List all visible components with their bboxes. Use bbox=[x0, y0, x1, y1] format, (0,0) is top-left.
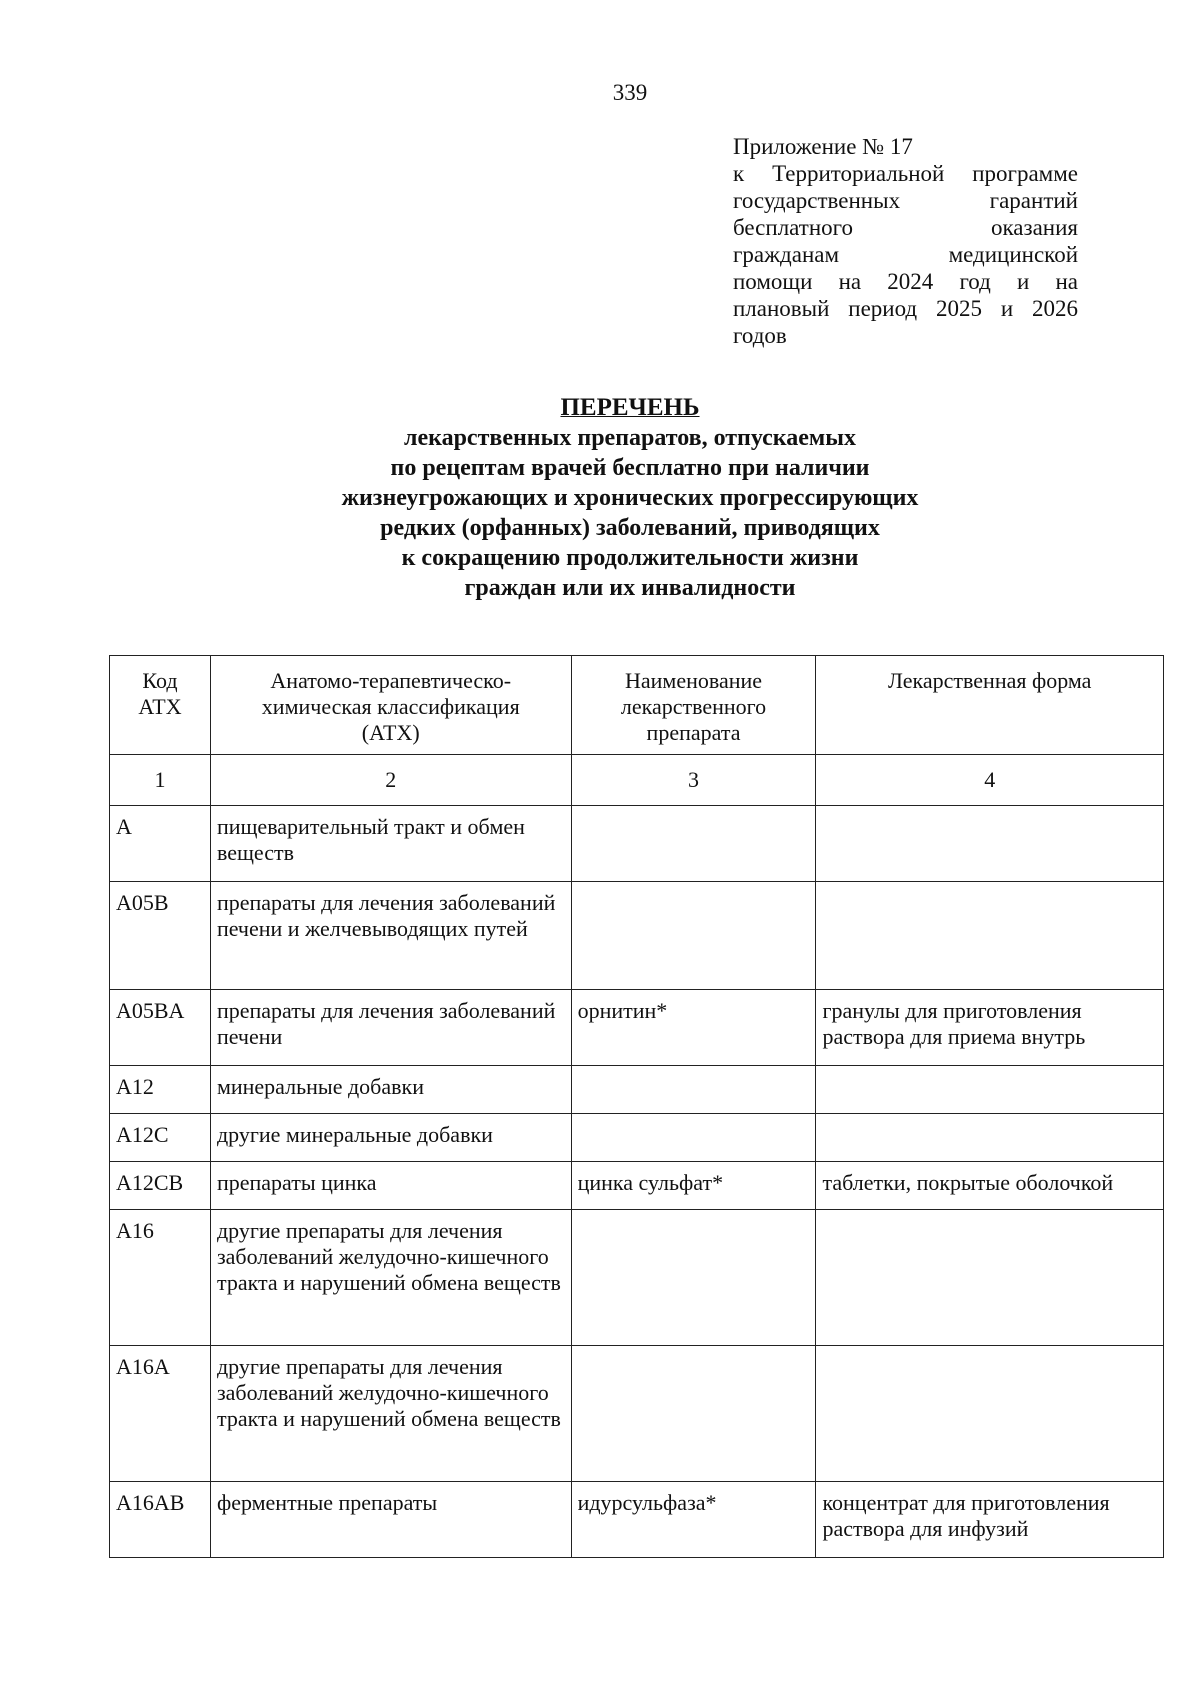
atx-code-cell: A05BA bbox=[110, 990, 211, 1066]
dosage-form-cell bbox=[816, 1346, 1164, 1482]
table-row bbox=[110, 1114, 1164, 1162]
document-subtitle-line: жизнеугрожающих и хронических прогрессирующих bbox=[341, 485, 919, 511]
drug-name-cell: орнитин* bbox=[571, 990, 816, 1066]
document-subtitle-line: лекарственных препаратов, отпускаемых bbox=[403, 425, 856, 451]
table-row bbox=[110, 1162, 1164, 1210]
drug-name-cell bbox=[571, 1066, 816, 1114]
drug-name-cell bbox=[571, 1210, 816, 1346]
column-number-row bbox=[110, 755, 1164, 806]
atx-code-cell: A16AB bbox=[110, 1482, 211, 1558]
document-subtitle-line: редких (орфанных) заболеваний, приводящих bbox=[380, 515, 880, 541]
atx-code-cell: A bbox=[110, 806, 211, 882]
classification-cell: препараты цинка bbox=[210, 1162, 571, 1210]
classification-cell: минеральные добавки bbox=[210, 1066, 571, 1114]
column-number: 4 bbox=[816, 755, 1164, 806]
appendix-line: плановый период 2025 и 2026 bbox=[733, 296, 1078, 321]
drug-name-cell bbox=[571, 1114, 816, 1162]
page-number: 339 bbox=[612, 80, 648, 105]
atx-code-cell: A12C bbox=[110, 1114, 211, 1162]
header-dosage-form: Лекарственная форма bbox=[816, 656, 1164, 755]
table-row bbox=[110, 1482, 1164, 1558]
dosage-form-cell bbox=[816, 1066, 1164, 1114]
document-subtitle-line: к сокращению продолжительности жизни bbox=[401, 545, 859, 571]
header-atx-code: Код АТХ bbox=[110, 656, 211, 755]
dosage-form-cell bbox=[816, 1114, 1164, 1162]
appendix-block bbox=[733, 133, 1078, 349]
drug-name-cell bbox=[571, 882, 816, 990]
dosage-form-cell bbox=[816, 806, 1164, 882]
document-subtitle-line: граждан или их инвалидности bbox=[464, 575, 796, 601]
atx-code-cell: A16A bbox=[110, 1346, 211, 1482]
table-row bbox=[110, 990, 1164, 1066]
appendix-line: к Территориальной программе bbox=[733, 161, 1078, 186]
appendix-line: государственных гарантий bbox=[733, 188, 1078, 213]
dosage-form-cell: гранулы для приготовления раствора для приема внутрь bbox=[816, 990, 1164, 1066]
classification-cell: препараты для лечения заболеваний печени bbox=[210, 990, 571, 1066]
dosage-form-cell: концентрат для приготовления раствора для инфузий bbox=[816, 1482, 1164, 1558]
table-row bbox=[110, 1346, 1164, 1482]
column-number: 3 bbox=[571, 755, 816, 806]
classification-cell: препараты для лечения заболеваний печени и желчевыводящих путей bbox=[210, 882, 571, 990]
dosage-form-cell bbox=[816, 1210, 1164, 1346]
classification-cell: другие препараты для лечения заболеваний желудочно-кишечного тракта и нарушений обмена веществ bbox=[210, 1210, 571, 1346]
drug-name-cell: цинка сульфат* bbox=[571, 1162, 816, 1210]
drug-list-table bbox=[109, 655, 1164, 1558]
document-subtitle-line: по рецептам врачей бесплатно при наличии bbox=[390, 455, 870, 481]
atx-code-cell: A05B bbox=[110, 882, 211, 990]
classification-cell: ферментные препараты bbox=[210, 1482, 571, 1558]
classification-cell: другие препараты для лечения заболеваний желудочно-кишечного тракта и нарушений обмена веществ bbox=[210, 1346, 571, 1482]
column-number: 2 bbox=[210, 755, 571, 806]
document-heading bbox=[250, 392, 1010, 603]
table-row bbox=[110, 882, 1164, 990]
header-atx-classification: Анатомо-терапевтическо-химическая классификация (АТХ) bbox=[210, 656, 571, 755]
classification-cell: пищеварительный тракт и обмен веществ bbox=[210, 806, 571, 882]
appendix-line: годов bbox=[733, 323, 787, 348]
table-header-row bbox=[110, 656, 1164, 755]
appendix-line: гражданам медицинской bbox=[733, 242, 1078, 267]
drug-name-cell: идурсульфаза* bbox=[571, 1482, 816, 1558]
column-number: 1 bbox=[110, 755, 211, 806]
classification-cell: другие минеральные добавки bbox=[210, 1114, 571, 1162]
atx-code-cell: A16 bbox=[110, 1210, 211, 1346]
appendix-line: бесплатного оказания bbox=[733, 215, 1078, 240]
dosage-form-cell bbox=[816, 882, 1164, 990]
table-row bbox=[110, 1066, 1164, 1114]
atx-code-cell: A12CB bbox=[110, 1162, 211, 1210]
drug-name-cell bbox=[571, 806, 816, 882]
dosage-form-cell: таблетки, покрытые оболочкой bbox=[816, 1162, 1164, 1210]
table-row bbox=[110, 806, 1164, 882]
atx-code-cell: A12 bbox=[110, 1066, 211, 1114]
document-title: ПЕРЕЧЕНЬ bbox=[560, 394, 700, 421]
header-drug-name: Наименование лекарственного препарата bbox=[571, 656, 816, 755]
table-row bbox=[110, 1210, 1164, 1346]
appendix-title: Приложение № 17 bbox=[733, 134, 913, 159]
drug-name-cell bbox=[571, 1346, 816, 1482]
appendix-line: помощи на 2024 год и на bbox=[733, 269, 1078, 294]
